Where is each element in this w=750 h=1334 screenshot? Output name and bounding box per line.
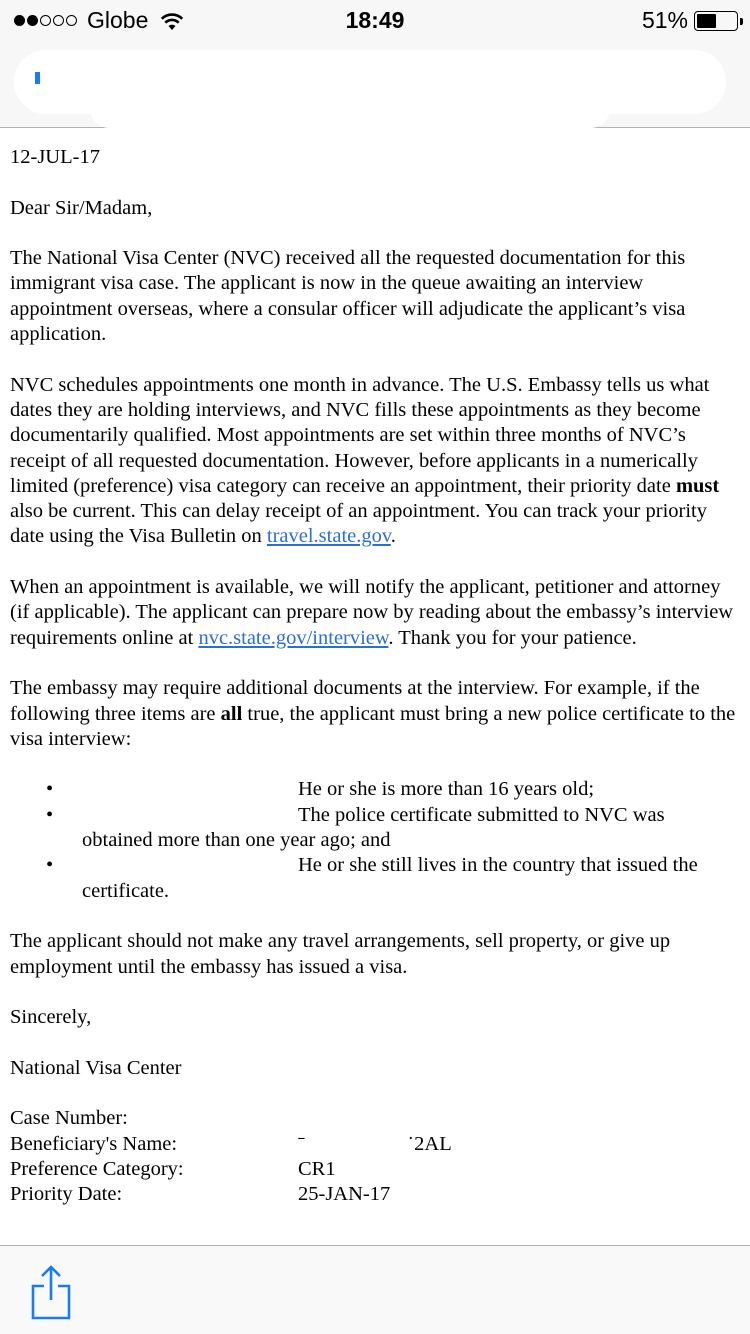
- list-item: • He or she still lives in the country that issued the certificate.: [46, 854, 698, 902]
- signature: National Visa Center: [10, 1056, 182, 1079]
- bullet-icon: •: [46, 854, 54, 877]
- letter-document: [10, 145, 740, 1207]
- paragraph-additional-docs: The embassy may require additional documents at the interview. For example, if the following three items are all true, the applicant must bring a new police certificate to the visa interview:: [10, 677, 736, 750]
- beneficiary-name-label: Beneficiary's Name:: [10, 1132, 178, 1155]
- share-icon[interactable]: [28, 1264, 74, 1320]
- back-button-fragment[interactable]: [35, 72, 40, 84]
- carrier-name: Globe: [87, 7, 149, 33]
- case-number-value: [298, 1106, 740, 1131]
- bullet-icon: •: [46, 778, 54, 801]
- paragraph-scheduling: NVC schedules appointments one month in advance. The U.S. Embassy tells us what dates they are holding interviews, and NVC fills these appointments as they become documentarily qualified. Most appointments are set within three months of NVC’s receipt of all requested documentation. However, before applicants in a numerically limited (preference) visa category can receive an appointment, their priority date must also be current. This can delay receipt of an appointment. You can track your priority date using the Visa Bulletin on travel.state.gov.: [10, 373, 720, 548]
- requirements-list: [10, 777, 740, 903]
- preference-category-label: Preference Category:: [10, 1157, 184, 1180]
- bottom-toolbar: [0, 1245, 750, 1334]
- status-bar: [0, 0, 750, 40]
- clock: 18:49: [345, 7, 405, 33]
- battery-percent: 51%: [641, 7, 688, 33]
- paragraph-notify: When an appointment is available, we will notify the applicant, petitioner and attorney (if applicable). The applicant can prepare now by reading about the embassy’s interview requirements online at nvc.state.gov/interview. Thank you for your patience.: [10, 576, 734, 649]
- paragraph-received: The National Visa Center (NVC) received all the requested documentation for this immigrant visa case. The applicant is now in the queue awaiting an interview appointment overseas, where a consular officer will adjudicate the applicant’s visa application.: [10, 247, 686, 346]
- battery-level-fill: [697, 14, 716, 28]
- beneficiary-name-value: ˉ ˙2AL: [298, 1132, 452, 1155]
- navigation-bar: [0, 40, 750, 128]
- travel-state-gov-link[interactable]: travel.state.gov: [266, 525, 391, 548]
- case-details: [10, 1106, 740, 1207]
- nvc-interview-link[interactable]: nvc.state.gov/interview: [198, 626, 389, 649]
- salutation: Dear Sir/Madam,: [10, 196, 153, 219]
- bullet-icon: •: [46, 803, 54, 826]
- priority-date-value: 25-JAN-17: [298, 1183, 391, 1206]
- preference-category-value: CR1: [298, 1157, 336, 1180]
- redacted-area: [90, 90, 610, 128]
- letter-date: 12-JUL-17: [10, 146, 100, 168]
- priority-date-label: Priority Date:: [10, 1183, 123, 1206]
- list-item: • The police certificate submitted to NVC was obtained more than one year ago; and: [46, 803, 665, 852]
- paragraph-travel-warning: The applicant should not make any travel arrangements, sell property, or give up employment until the embassy has issued a visa.: [10, 930, 671, 978]
- case-number-label: Case Number:: [10, 1107, 128, 1130]
- list-item: • He or she is more than 16 years old;: [10, 777, 740, 802]
- battery-icon: [694, 11, 738, 31]
- closing: Sincerely,: [10, 1006, 92, 1029]
